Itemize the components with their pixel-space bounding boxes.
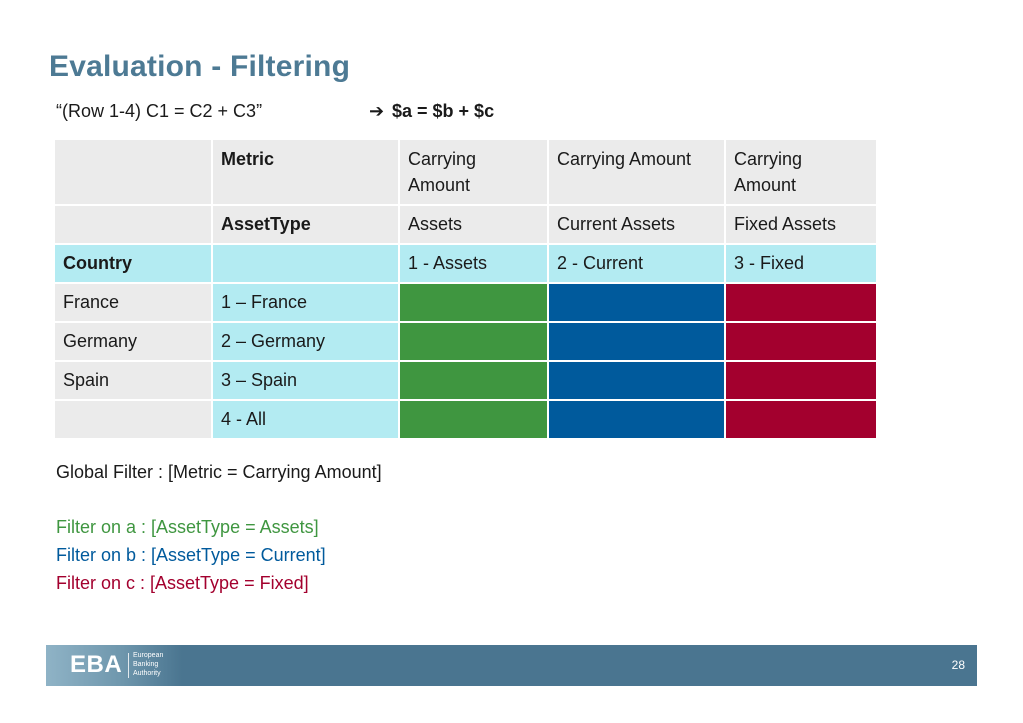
table-cell: Metric (212, 139, 399, 205)
fill-cell-a (399, 361, 548, 400)
filter-a-note: Filter on a : [AssetType = Assets] (56, 517, 319, 537)
table-cell: France (54, 283, 212, 322)
fill-cell-b (548, 322, 725, 361)
table-cell: 2 - Current (548, 244, 725, 283)
table-row (54, 400, 877, 439)
table-row (54, 361, 877, 400)
table-cell: Carrying Amount (548, 139, 725, 205)
table-row-assettype (54, 205, 877, 244)
table-cell (54, 139, 212, 205)
fill-cell-c (725, 322, 877, 361)
fill-cell-a (399, 283, 548, 322)
fill-cell-b (548, 361, 725, 400)
fill-cell-a (399, 322, 548, 361)
table-cell: Carrying Amount (399, 139, 548, 205)
table-cell (212, 244, 399, 283)
table-cell: AssetType (212, 205, 399, 244)
table-cell: 3 – Spain (212, 361, 399, 400)
fill-cell-c (725, 361, 877, 400)
logo-text (133, 651, 163, 678)
table-cell (54, 400, 212, 439)
logo-line: European (133, 652, 164, 659)
table-cell: Spain (54, 361, 212, 400)
table-cell: 1 – France (212, 283, 399, 322)
table-row-metric (54, 139, 877, 205)
rule-line (56, 101, 495, 122)
filter-b-note: Filter on b : [AssetType = Current] (56, 545, 326, 565)
logo-line: Authority (133, 670, 161, 677)
table-cell: Current Assets (548, 205, 725, 244)
eba-logo (46, 645, 182, 686)
global-filter-note: Global Filter : [Metric = Carrying Amount] (56, 462, 382, 482)
right-arrow-icon: ➔ (369, 101, 385, 121)
table-cell: 1 - Assets (399, 244, 548, 283)
logo-divider (128, 653, 129, 678)
rule-text: “(Row 1-4) C1 = C2 + C3” (56, 101, 263, 121)
rule-formula: $a = $b + $c (392, 101, 495, 121)
slide-title: Evaluation - Filtering (49, 50, 351, 83)
table-cell: 4 - All (212, 400, 399, 439)
table-cell (54, 205, 212, 244)
table-cell: 3 - Fixed (725, 244, 877, 283)
fill-cell-b (548, 400, 725, 439)
table-cell: Country (54, 244, 212, 283)
logo-line: Banking (133, 661, 159, 668)
table-row-country (54, 244, 877, 283)
footer-bar (46, 645, 977, 686)
filter-matrix-table (53, 138, 878, 440)
fill-cell-a (399, 400, 548, 439)
fill-cell-c (725, 283, 877, 322)
table-cell: Germany (54, 322, 212, 361)
filter-c-note: Filter on c : [AssetType = Fixed] (56, 573, 309, 593)
page-number: 28 (951, 658, 965, 672)
table-row (54, 322, 877, 361)
fill-cell-c (725, 400, 877, 439)
fill-cell-b (548, 283, 725, 322)
table-cell: Fixed Assets (725, 205, 877, 244)
table-cell: Carrying Amount (725, 139, 877, 205)
logo-mark: EBA (70, 651, 123, 678)
table-cell: 2 – Germany (212, 322, 399, 361)
table-cell: Assets (399, 205, 548, 244)
table-row (54, 283, 877, 322)
